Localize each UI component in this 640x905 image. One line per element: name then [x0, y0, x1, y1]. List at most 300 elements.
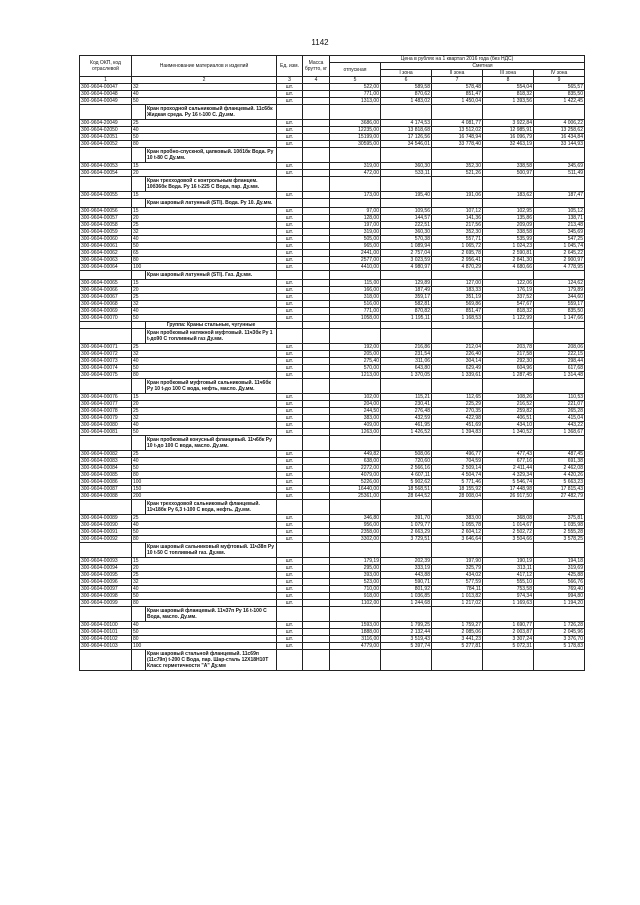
price-cell: 110,53: [534, 394, 585, 401]
section-price-cell: [483, 607, 534, 622]
price-cell: 2 663,29: [381, 529, 432, 536]
price-cell: 1 036,85: [381, 593, 432, 600]
price-cell: 3 646,64: [432, 536, 483, 543]
price-cell: 105,12: [534, 208, 585, 215]
item-unit: шт.: [277, 565, 303, 572]
price-cell: 115,00: [330, 280, 381, 287]
table-row: [80, 301, 585, 308]
header-mass: Масса брутто, кг: [303, 56, 330, 77]
table-row: [80, 529, 585, 536]
item-mass: [303, 365, 330, 372]
item-unit: шт.: [277, 636, 303, 643]
price-cell: 1 169,63: [483, 600, 534, 607]
item-mass: [303, 636, 330, 643]
item-code: 300-9604-02050: [80, 127, 132, 134]
item-code: 300-9604-00074: [80, 365, 132, 372]
price-cell: 508,06: [381, 451, 432, 458]
section-price-cell: [432, 436, 483, 451]
price-cell: 557,71: [432, 236, 483, 243]
price-cell: 338,58: [483, 229, 534, 236]
price-cell: 221,07: [534, 401, 585, 408]
col-num: 5: [330, 77, 381, 84]
price-cell: 1 287,45: [483, 372, 534, 379]
section-title: Кран шаровый латунный (STI). Газ. Ду.мм.: [146, 271, 277, 280]
price-cell: 109,56: [381, 208, 432, 215]
item-code: 300-9604-00095: [80, 572, 132, 579]
price-cell: 4 081,77: [432, 120, 483, 127]
item-code: 300-9604-00048: [80, 91, 132, 98]
item-code: 300-9604-00052: [80, 141, 132, 148]
price-cell: 2 956,41: [432, 257, 483, 264]
table-row: [80, 127, 585, 134]
item-size: 40: [132, 236, 277, 243]
item-mass: [303, 351, 330, 358]
table-row: [80, 84, 585, 91]
section-price-cell: [483, 329, 534, 344]
item-unit: шт.: [277, 529, 303, 536]
item-mass: [303, 163, 330, 170]
price-cell: 144,57: [381, 215, 432, 222]
price-cell: 638,00: [330, 458, 381, 465]
item-code: 300-9604-00056: [80, 208, 132, 215]
item-size: 25: [132, 222, 277, 229]
col-num: 2: [132, 77, 277, 84]
item-unit: шт.: [277, 301, 303, 308]
header-markups: Сметная: [381, 63, 585, 70]
item-mass: [303, 120, 330, 127]
table-row: [80, 287, 585, 294]
price-cell: 477,43: [483, 451, 534, 458]
table-row: [80, 579, 585, 586]
price-cell: 112,65: [432, 394, 483, 401]
price-cell: 345,69: [534, 163, 585, 170]
item-code: 300-9604-00073: [80, 358, 132, 365]
price-cell: 434,10: [483, 422, 534, 429]
price-cell: 2 045,96: [534, 629, 585, 636]
col-num: 9: [534, 77, 585, 84]
section-price-cell: [534, 271, 585, 280]
item-mass: [303, 486, 330, 493]
price-cell: 406,51: [483, 415, 534, 422]
price-cell: 4 174,53: [381, 120, 432, 127]
item-size: 200: [132, 493, 277, 500]
price-cell: 187,47: [534, 192, 585, 199]
price-cell: 325,79: [432, 565, 483, 572]
table-row: [80, 486, 585, 493]
item-unit: шт.: [277, 91, 303, 98]
section-spacer: [132, 148, 146, 163]
price-cell: 16 096,79: [483, 134, 534, 141]
price-cell: 1 122,99: [483, 315, 534, 322]
item-mass: [303, 301, 330, 308]
section-spacer: [132, 177, 146, 192]
section-price-cell: [432, 329, 483, 344]
price-cell: 4 006,22: [534, 120, 585, 127]
price-cell: 415,04: [534, 415, 585, 422]
price-cell: 27 482,79: [534, 493, 585, 500]
item-size: 20: [132, 170, 277, 177]
price-cell: 135,86: [483, 215, 534, 222]
table-row: [80, 315, 585, 322]
price-cell: 292,30: [483, 358, 534, 365]
price-cell: 956,00: [330, 522, 381, 529]
price-cell: 4 420,26: [534, 472, 585, 479]
section-code-cell: [80, 199, 132, 208]
section-row: [80, 650, 585, 671]
price-cell: 333,19: [381, 565, 432, 572]
price-cell: 298,44: [534, 358, 585, 365]
price-cell: 422,98: [432, 415, 483, 422]
item-unit: шт.: [277, 308, 303, 315]
price-cell: 2 509,14: [432, 465, 483, 472]
price-cell: 226,40: [432, 351, 483, 358]
item-code: 300-9604-00098: [80, 593, 132, 600]
item-code: 300-9604-00049: [80, 98, 132, 105]
price-cell: 769,40: [534, 586, 585, 593]
section-spacer: [132, 436, 146, 451]
section-mass-cell: [303, 105, 330, 120]
section-code-cell: [80, 379, 132, 394]
price-cell: 547,25: [534, 236, 585, 243]
section-mass-cell: [303, 177, 330, 192]
price-cell: 368,08: [483, 515, 534, 522]
item-code: 300-9604-00085: [80, 472, 132, 479]
item-code: 300-9604-00066: [80, 287, 132, 294]
item-unit: шт.: [277, 472, 303, 479]
table-row: [80, 344, 585, 351]
item-code: 300-9604-00084: [80, 465, 132, 472]
section-title: Кран проходной сальниковый фланцевый. 11с6бк Жидкая среда. Ру 16 t-100 С. Ду.мм.: [146, 105, 277, 120]
price-cell: 784,11: [432, 586, 483, 593]
item-size: 50: [132, 243, 277, 250]
section-title: Кран пробковый натяжной муфтовый. 11ч3бк Ру 1 t-до90 С топливный газ Ду.мм.: [146, 329, 277, 344]
item-size: 32: [132, 579, 277, 586]
item-unit: шт.: [277, 287, 303, 294]
item-mass: [303, 264, 330, 271]
item-code: 300-9604-00075: [80, 372, 132, 379]
price-cell: 2 900,97: [534, 257, 585, 264]
item-size: 80: [132, 372, 277, 379]
table-row: [80, 472, 585, 479]
item-mass: [303, 294, 330, 301]
item-code: 300-9604-00065: [80, 280, 132, 287]
item-mass: [303, 565, 330, 572]
item-unit: шт.: [277, 84, 303, 91]
item-unit: шт.: [277, 250, 303, 257]
item-mass: [303, 315, 330, 322]
price-cell: 1102,00: [330, 600, 381, 607]
item-mass: [303, 127, 330, 134]
price-cell: 216,86: [381, 344, 432, 351]
price-cell: 691,38: [534, 458, 585, 465]
col-num: 8: [483, 77, 534, 84]
item-code: 300-9604-00077: [80, 401, 132, 408]
page-number: 1142: [311, 38, 329, 47]
table-row: [80, 257, 585, 264]
price-cell: 128,00: [330, 215, 381, 222]
price-cell: 216,52: [483, 401, 534, 408]
price-cell: 17 448,98: [483, 486, 534, 493]
price-cell: 259,82: [483, 408, 534, 415]
item-mass: [303, 229, 330, 236]
item-unit: шт.: [277, 451, 303, 458]
item-mass: [303, 572, 330, 579]
table-row: [80, 280, 585, 287]
price-cell: 360,30: [381, 229, 432, 236]
price-cell: 582,81: [381, 301, 432, 308]
section-mass-cell: [303, 379, 330, 394]
group-mass-cell: [303, 322, 330, 329]
item-unit: шт.: [277, 192, 303, 199]
item-size: 40: [132, 622, 277, 629]
price-cell: 1 168,53: [432, 315, 483, 322]
item-code: 300-9604-00093: [80, 558, 132, 565]
price-cell: 345,69: [534, 229, 585, 236]
price-cell: 2 085,06: [432, 629, 483, 636]
item-size: 25: [132, 294, 277, 301]
item-size: 50: [132, 629, 277, 636]
section-price-cell: [534, 379, 585, 394]
item-code: 300-9604-00082: [80, 451, 132, 458]
item-unit: шт.: [277, 134, 303, 141]
price-cell: 1058,00: [330, 315, 381, 322]
section-spacer: [132, 105, 146, 120]
price-cell: 677,16: [483, 458, 534, 465]
section-price-cell: [432, 650, 483, 671]
price-cell: 5 771,46: [432, 479, 483, 486]
price-cell: 710,00: [330, 586, 381, 593]
item-size: 100: [132, 643, 277, 650]
price-cell: 179,19: [330, 558, 381, 565]
price-cell: 230,41: [381, 401, 432, 408]
group-title: Группа: Краны стальные, чугунные: [146, 322, 277, 329]
section-unit-cell: [277, 148, 303, 163]
section-mass-cell: [303, 500, 330, 515]
section-title: Кран пробковый конусный фланцевый. 11ч6бк Ру 10 t-до 100 С вода, масло. Ду.мм.: [146, 436, 277, 451]
price-cell: 3 376,70: [534, 636, 585, 643]
group-price-cell: [432, 322, 483, 329]
price-cell: 17 815,43: [534, 486, 585, 493]
item-size: 25: [132, 408, 277, 415]
price-cell: 141,36: [432, 215, 483, 222]
item-mass: [303, 429, 330, 436]
col-num: 4: [303, 77, 330, 84]
table-row: [80, 643, 585, 650]
price-cell: 97,00: [330, 208, 381, 215]
header-unit: Ед. изм.: [277, 56, 303, 77]
item-size: 25: [132, 344, 277, 351]
table-row: [80, 465, 585, 472]
price-cell: 107,12: [432, 208, 483, 215]
price-cell: 122,06: [483, 280, 534, 287]
price-cell: 3302,00: [330, 536, 381, 543]
price-cell: 3 023,59: [381, 257, 432, 264]
price-cell: 2 695,78: [432, 250, 483, 257]
header-numbers-row: [80, 77, 585, 84]
item-code: 300-9604-00054: [80, 170, 132, 177]
section-price-cell: [483, 379, 534, 394]
section-price-cell: [381, 148, 432, 163]
item-size: 15: [132, 208, 277, 215]
price-cell: 617,68: [534, 365, 585, 372]
item-code: 300-9604-00060: [80, 236, 132, 243]
price-table: [79, 55, 585, 671]
item-mass: [303, 479, 330, 486]
section-unit-cell: [277, 271, 303, 280]
section-price-cell: [381, 607, 432, 622]
section-price-cell: [330, 500, 381, 515]
item-unit: шт.: [277, 236, 303, 243]
price-cell: 319,00: [330, 163, 381, 170]
section-code-cell: [80, 607, 132, 622]
item-unit: шт.: [277, 415, 303, 422]
price-cell: 16 434,84: [534, 134, 585, 141]
price-cell: 523,00: [330, 579, 381, 586]
section-unit-cell: [277, 650, 303, 671]
section-price-cell: [483, 105, 534, 120]
item-code: 300-9604-02051: [80, 134, 132, 141]
price-cell: 295,00: [330, 565, 381, 572]
price-cell: 566,76: [534, 579, 585, 586]
price-cell: 2 411,44: [483, 465, 534, 472]
price-cell: 1 244,68: [381, 600, 432, 607]
price-cell: 5 072,31: [483, 643, 534, 650]
section-price-cell: [483, 199, 534, 208]
table-row: [80, 422, 585, 429]
price-cell: 18 155,92: [432, 486, 483, 493]
price-cell: 522,00: [330, 84, 381, 91]
price-cell: 311,06: [381, 358, 432, 365]
price-cell: 179,89: [534, 287, 585, 294]
item-size: 15: [132, 192, 277, 199]
section-price-cell: [534, 500, 585, 515]
item-size: 80: [132, 636, 277, 643]
price-cell: 1 065,72: [432, 243, 483, 250]
section-price-cell: [381, 271, 432, 280]
price-cell: 351,19: [432, 294, 483, 301]
price-cell: 222,51: [381, 222, 432, 229]
table-row: [80, 629, 585, 636]
price-cell: 5226,00: [330, 479, 381, 486]
item-unit: шт.: [277, 127, 303, 134]
item-size: 100: [132, 264, 277, 271]
item-mass: [303, 243, 330, 250]
item-size: 25: [132, 572, 277, 579]
price-cell: 577,59: [432, 579, 483, 586]
item-mass: [303, 257, 330, 264]
price-cell: 225,29: [432, 401, 483, 408]
table-row: [80, 622, 585, 629]
header-zone-3: III зона: [483, 70, 534, 77]
price-cell: 18 568,51: [381, 486, 432, 493]
price-cell: 1 340,52: [483, 429, 534, 436]
section-price-cell: [381, 199, 432, 208]
section-unit-cell: [277, 105, 303, 120]
price-cell: 753,58: [483, 586, 534, 593]
table-row: [80, 192, 585, 199]
price-cell: 554,04: [483, 84, 534, 91]
section-price-cell: [381, 436, 432, 451]
section-mass-cell: [303, 199, 330, 208]
price-cell: 1 195,11: [381, 315, 432, 322]
price-cell: 270,35: [432, 408, 483, 415]
price-cell: 4 329,34: [483, 472, 534, 479]
section-price-cell: [330, 650, 381, 671]
price-cell: 124,62: [534, 280, 585, 287]
price-cell: 26 917,50: [483, 493, 534, 500]
price-cell: 565,57: [534, 84, 585, 91]
table-row: [80, 515, 585, 522]
item-mass: [303, 522, 330, 529]
price-cell: 511,49: [534, 170, 585, 177]
section-price-cell: [432, 105, 483, 120]
price-cell: 472,00: [330, 170, 381, 177]
table-row: [80, 593, 585, 600]
item-code: 300-9604-00096: [80, 579, 132, 586]
table-row: [80, 208, 585, 215]
price-cell: 212,04: [432, 344, 483, 351]
price-cell: 30595,00: [330, 141, 381, 148]
price-cell: 383,00: [330, 415, 381, 422]
section-unit-cell: [277, 177, 303, 192]
price-cell: 570,38: [381, 236, 432, 243]
price-cell: 304,14: [432, 358, 483, 365]
item-size: 50: [132, 593, 277, 600]
price-cell: 13 818,68: [381, 127, 432, 134]
item-size: 40: [132, 458, 277, 465]
section-code-cell: [80, 543, 132, 558]
table-row: [80, 250, 585, 257]
price-cell: 3 441,23: [432, 636, 483, 643]
price-cell: 208,06: [534, 344, 585, 351]
section-unit-cell: [277, 543, 303, 558]
item-code: 300-9604-00063: [80, 257, 132, 264]
price-cell: 3 922,84: [483, 120, 534, 127]
section-title: Кран шаровый сальниковый муфтовый. 11ч38п Ру 10 t-50 С топливный газ. Ду.мм.: [146, 543, 277, 558]
price-cell: 102,00: [330, 394, 381, 401]
section-price-cell: [534, 199, 585, 208]
table-row: [80, 358, 585, 365]
section-code-cell: [80, 650, 132, 671]
item-code: 300-9604-00053: [80, 163, 132, 170]
item-code: 300-9604-00064: [80, 264, 132, 271]
price-cell: 15199,00: [330, 134, 381, 141]
price-cell: 34 546,01: [381, 141, 432, 148]
section-price-cell: [330, 607, 381, 622]
section-price-cell: [381, 650, 432, 671]
group-price-cell: [381, 322, 432, 329]
col-num: 6: [381, 77, 432, 84]
item-size: 32: [132, 351, 277, 358]
item-unit: шт.: [277, 294, 303, 301]
price-cell: 2358,00: [330, 529, 381, 536]
price-cell: 3 578,25: [534, 536, 585, 543]
table-row: [80, 98, 585, 105]
item-unit: шт.: [277, 98, 303, 105]
price-cell: 2 757,04: [381, 250, 432, 257]
price-cell: 4779,00: [330, 643, 381, 650]
section-price-cell: [432, 177, 483, 192]
section-price-cell: [534, 607, 585, 622]
price-cell: 3 504,66: [483, 536, 534, 543]
section-price-cell: [534, 105, 585, 120]
section-price-cell: [534, 177, 585, 192]
price-cell: 352,30: [432, 163, 483, 170]
price-cell: 13 258,62: [534, 127, 585, 134]
section-row: [80, 105, 585, 120]
section-spacer: [132, 271, 146, 280]
section-row: [80, 607, 585, 622]
